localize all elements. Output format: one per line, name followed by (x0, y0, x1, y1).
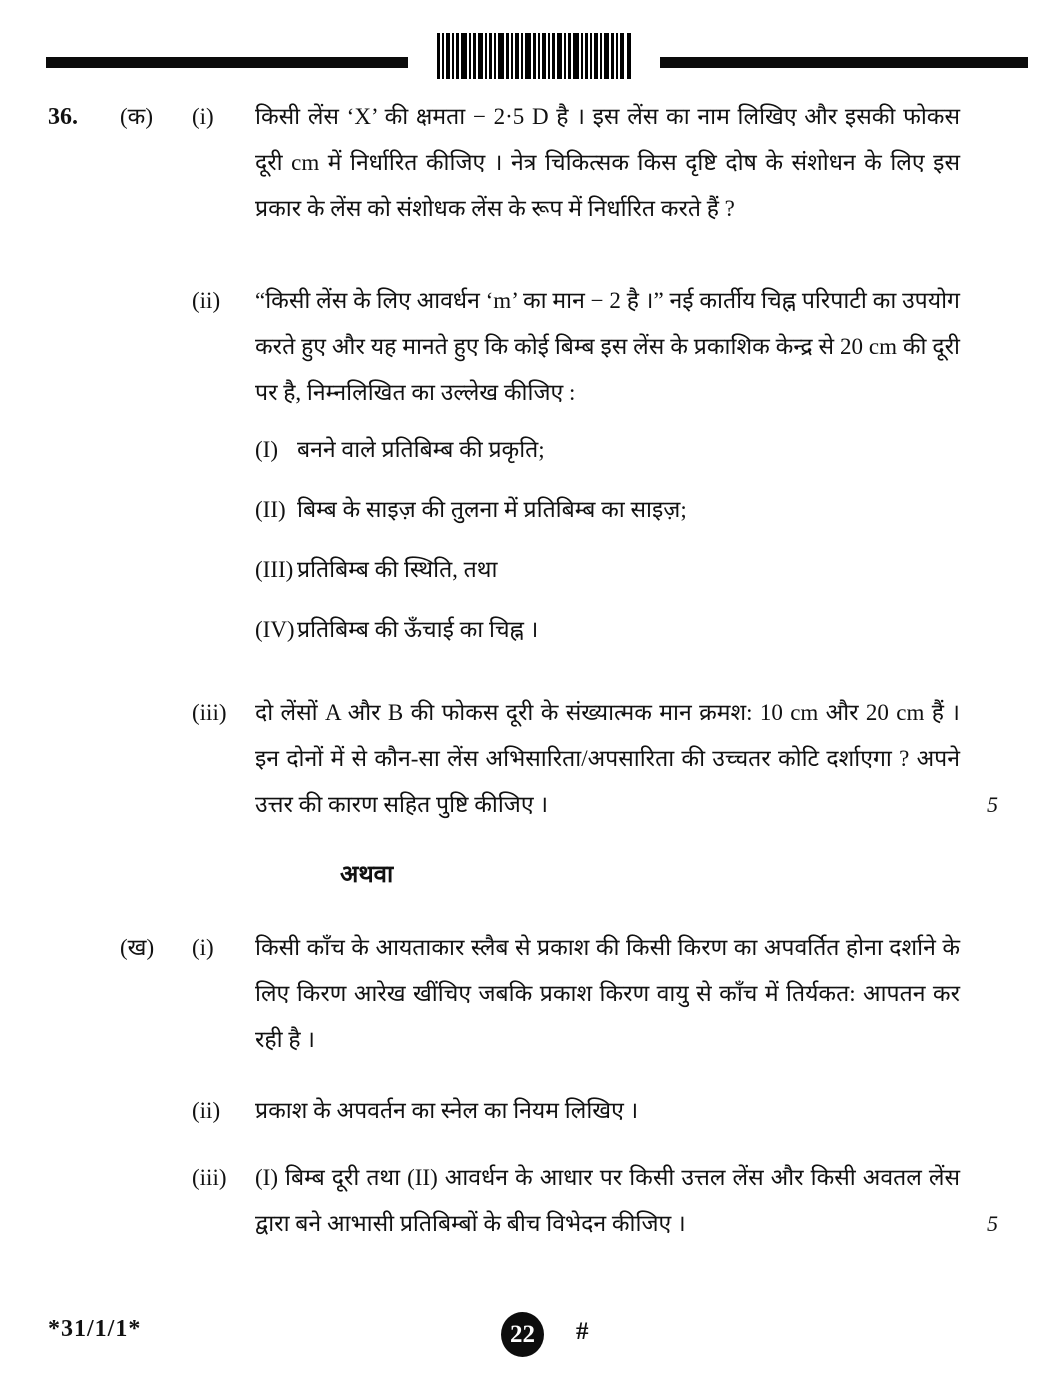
subitem-II (255, 487, 960, 533)
page-number-badge: 22 (501, 1312, 544, 1357)
item-number-iii: (iii) (192, 700, 227, 725)
subitem-number: (I) (255, 437, 278, 462)
question-row-kha-iii (48, 1155, 998, 1247)
header-rule-left (46, 57, 408, 68)
question-row-ka-i (48, 94, 998, 232)
question-row-ka-ii (48, 278, 998, 416)
question-row-ka-ii-subitems (48, 416, 998, 653)
item-text-kha-iii: (I) बिम्ब दूरी तथा (II) आवर्धन के आधार पर किसी उत्तल लेंस और किसी अवतल लेंस द्वारा बने आभासी प्रतिबिम्बों के बीच विभेदन कीजिए । (255, 1165, 960, 1236)
question-36 (0, 94, 1046, 1247)
item-number-ii: (ii) (192, 1098, 221, 1123)
subitem-III (255, 547, 960, 593)
marks-value: 5 (987, 792, 998, 817)
subitem-text: बनने वाले प्रतिबिम्ब की प्रकृति; (297, 437, 545, 462)
paper-code: *31/1/1* (48, 1316, 142, 1342)
hash-mark: # (576, 1318, 589, 1345)
item-text-ka-i: किसी लेंस ‘X’ की क्षमता − 2·5 D है । इस लेंस का नाम लिखिए और इसकी फोकस दूरी cm में निर्धारित कीजिए । नेत्र चिकित्सक किस दृष्टि दोष के संशोधन के लिए इस प्रकार के लेंस को संशोधक लेंस के रूप में निर्धारित करते हैं ? (255, 104, 960, 221)
question-row-kha-ii (48, 1088, 998, 1134)
item-number-i: (i) (192, 104, 214, 129)
subitem-text: प्रतिबिम्ब की ऊँचाई का चिह्न । (297, 617, 539, 642)
item-number-ii: (ii) (192, 288, 221, 313)
item-number-iii: (iii) (192, 1165, 227, 1190)
subitem-IV (255, 607, 960, 653)
or-heading: अथवा (340, 862, 394, 888)
subitem-number: (II) (255, 497, 286, 522)
subitem-number: (III) (255, 557, 294, 582)
part-label-kha: (ख) (120, 935, 155, 960)
item-text-ka-iii: दो लेंसों A और B की फोकस दूरी के संख्यात्मक मान क्रमश: 10 cm और 20 cm हैं । इन दोनों में से कौन-सा लेंस अभिसारिता/अपसारिता की उच्चतर कोटि दर्शाएगा ? अपने उत्तर की कारण सहित पुष्टि कीजिए । (255, 700, 960, 817)
part-label-ka: (क) (120, 104, 153, 129)
page-header (0, 0, 1046, 78)
item-text-kha-i: किसी काँच के आयताकार स्लैब से प्रकाश की किसी किरण का अपवर्तित होना दर्शाने के लिए किरण आरेख खींचिए जबकि प्रकाश किरण वायु से काँच में तिर्यकत: आपतन कर रही है । (255, 935, 960, 1052)
subitem-number: (IV) (255, 617, 295, 642)
question-number: 36. (48, 104, 78, 130)
subitem-text: बिम्ब के साइज़ की तुलना में प्रतिबिम्ब का साइज़; (297, 497, 687, 522)
question-row-ka-iii (48, 690, 998, 828)
item-number-i: (i) (192, 935, 214, 960)
subitem-text: प्रतिबिम्ब की स्थिति, तथा (297, 557, 498, 582)
item-text-kha-ii: प्रकाश के अपवर्तन का स्नेल का नियम लिखिए । (255, 1098, 639, 1123)
barcode (437, 33, 631, 79)
item-text-ka-ii: “किसी लेंस के लिए आवर्धन ‘m’ का मान − 2 है ।” नई कार्तीय चिह्न परिपाटी का उपयोग करते हुए और यह मानते हुए कि कोई बिम्ब इस लेंस के प्रकाशिक केन्द्र से 20 cm की दूरी पर है, निम्नलिखित का उल्लेख कीजिए : (255, 288, 960, 405)
header-rule-right (660, 57, 1028, 68)
page-footer (0, 1310, 1046, 1360)
subitem-list (255, 427, 960, 653)
marks-value: 5 (987, 1211, 998, 1236)
subitem-I (255, 427, 960, 473)
question-row-kha-i (48, 925, 998, 1063)
